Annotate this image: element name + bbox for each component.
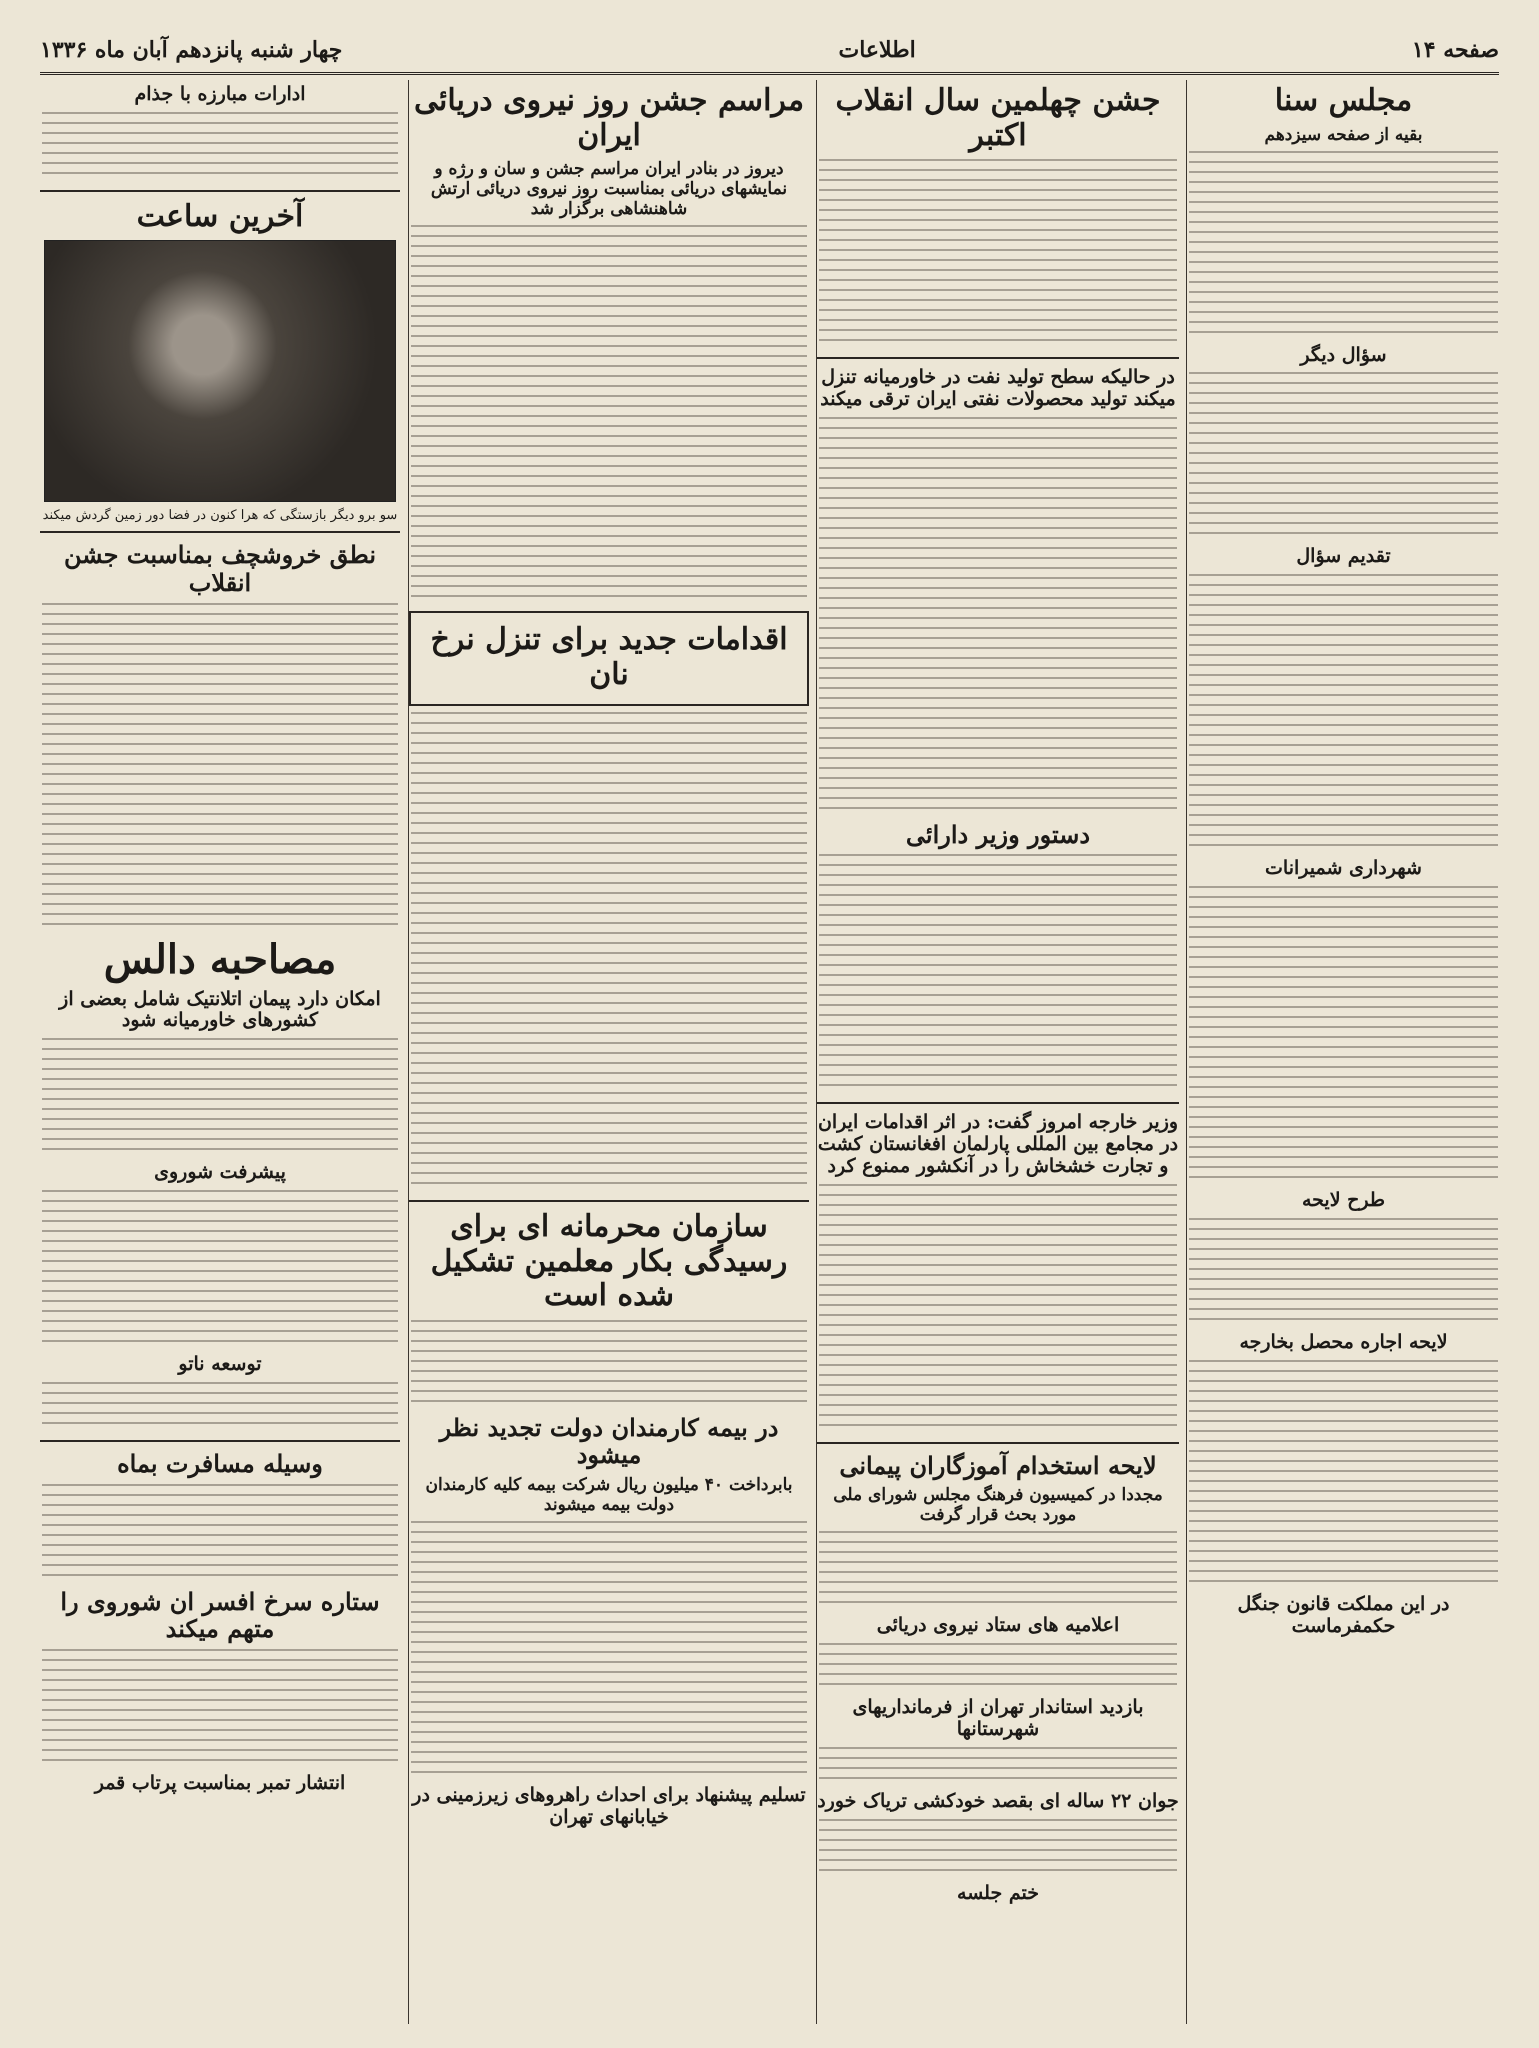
article-body <box>819 1643 1177 1693</box>
subheadline-continued: بقیه از صفحه سیزدهم <box>1264 124 1423 145</box>
article-body <box>42 1382 398 1432</box>
column-3 <box>408 80 809 2024</box>
headline-setare: ستاره سرخ افسر ان شوروی را متهم میکند <box>60 1586 380 1644</box>
subheadline-layehe: مجددا در کمیسیون فرهنگ مجلس شورای ملی مورد بحث قرار گرفت <box>833 1485 1163 1526</box>
article-body <box>42 603 398 933</box>
article-body <box>819 159 1177 349</box>
article-body <box>42 1038 398 1158</box>
subheadline-marasem: دیروز در بنادر ایران مراسم جشن و سان و رژه و نمایشهای دریائی بمناسبت روز نیروی دریائی ارتش شاهنشاهی برگزار شد <box>430 159 788 219</box>
headline-jangal: در این مملکت قانون جنگل حکمفرماست <box>1237 1592 1450 1637</box>
article-body <box>411 225 807 605</box>
headline-emkan: امکان دارد پیمان اتلانتیک شامل بعضی از کشورهای خاورمیانه شود <box>59 987 381 1032</box>
photo-caption: سو برو دیگر بازستگی که هرا کنون در فضا دور زمین گردش میکند <box>42 508 398 524</box>
article-body <box>819 1747 1177 1787</box>
masthead <box>40 28 1499 75</box>
headline-bime: در بیمه کارمندان دولت تجدید نظر میشود <box>439 1412 779 1470</box>
headline-notgh: نطق خروشچف بمناسبت جشن انقلاب <box>63 540 377 597</box>
headline-enteshar: انتشار تمبر بمناسبت پرتاب قمر <box>94 1771 346 1794</box>
newspaper-name: اطلاعات <box>838 37 916 63</box>
headline-taghdim: تقدیم سؤال <box>1296 545 1391 568</box>
headline-marasem: مراسم جشن روز نیروی دریائی ایران <box>413 83 805 153</box>
headline-layehe-tarh: طرح لایحه <box>1301 1189 1386 1212</box>
satellite-photo <box>44 240 396 502</box>
page-number: صفحه ۱۴ <box>1411 37 1499 63</box>
article-body <box>42 1484 398 1584</box>
headline-sazman: سازمان محرمانه ای برای رسیدگی بکار معلمین تشکیل شده است <box>430 1209 788 1313</box>
headline-edare: ادارات مبارزه با جذام <box>134 83 306 105</box>
article-body <box>819 1819 1177 1879</box>
headline-parlman: وزیر خارجه امروز گفت: در اثر اقدامات ایران در مجامع بین المللی پارلمان افغانستان کشت و تجارت خشخاش را در آنکشور ممنوع کرد <box>817 1111 1179 1177</box>
article-body <box>1189 151 1498 341</box>
headline-ejare: لایحه اجاره محصل بخارجه <box>1239 1330 1448 1353</box>
article-body <box>819 1531 1177 1611</box>
article-body <box>1189 372 1498 542</box>
article-body <box>42 1190 398 1350</box>
headline-layehe: لایحه استخدام آموزگاران پیمانی <box>839 1450 1157 1480</box>
headline-sowal: سؤال دیگر <box>1300 343 1387 366</box>
headline-pishraft: پیشرفت شوروی <box>154 1161 286 1184</box>
article-body <box>411 1521 807 1781</box>
headline-naft: در حالیکه سطح تولید نفت در خاورمیانه تنزل میکند تولید محصولات نفتی ایران ترقی میکند <box>820 366 1176 410</box>
headline-mosahebe: مصاحبه دالس <box>103 935 337 983</box>
article-body <box>1189 1218 1498 1328</box>
article-body <box>1189 574 1498 854</box>
headline-barodid: بازدید استاندار تهران از فرمانداریهای شهرستانها <box>852 1696 1144 1741</box>
subheadline-bime: بابرداخت ۴۰ میلیون ریال شرکت بیمه کلیه کارمندان دولت بیمه میشوند <box>425 1474 793 1515</box>
column-4 <box>40 80 400 2024</box>
headline-talimi: تسلیم پیشنهاد برای احداث راهروهای زیرزمینی در خیابانهای تهران <box>412 1783 806 1828</box>
article-body <box>1189 1360 1498 1590</box>
article-body <box>819 417 1177 817</box>
headline-majles-sena: مجلس سنا <box>1274 83 1413 118</box>
headline-tosee: توسعه ناتو <box>178 1353 262 1376</box>
headline-october: جشن چهلمین سال انقلاب اکتبر <box>835 83 1161 153</box>
article-body <box>1189 886 1498 1186</box>
box-nan <box>409 611 809 706</box>
column-1 <box>1186 80 1500 2024</box>
article-body <box>411 712 807 1192</box>
article-body <box>411 1320 807 1410</box>
headline-dastur: دستور وزیر دارائی <box>905 819 1091 849</box>
headline-eqdamat: اقدامات جدید برای تنزل نرخ نان <box>430 622 788 692</box>
headline-shahrdari: شهرداری شمیرانات <box>1265 857 1422 880</box>
headline-khatm: ختم جلسه <box>957 1881 1039 1904</box>
headline-akharin: آخرین ساعت <box>136 198 304 234</box>
column-2 <box>816 80 1179 2024</box>
article-body <box>819 854 1177 1094</box>
headline-mosaferat: وسیله مسافرت بماه <box>117 1448 323 1478</box>
article-body <box>819 1184 1177 1434</box>
issue-date: چهار شنبه پانزدهم آبان ماه ۱۳۳۶ <box>40 37 343 63</box>
article-body <box>42 1649 398 1769</box>
headline-javan: جوان ۲۲ ساله ای بقصد خودکشی تریاک خورد <box>817 1789 1179 1812</box>
article-body <box>42 112 398 182</box>
headline-setad: اعلامیه های ستاد نیروی دریائی <box>876 1614 1120 1637</box>
